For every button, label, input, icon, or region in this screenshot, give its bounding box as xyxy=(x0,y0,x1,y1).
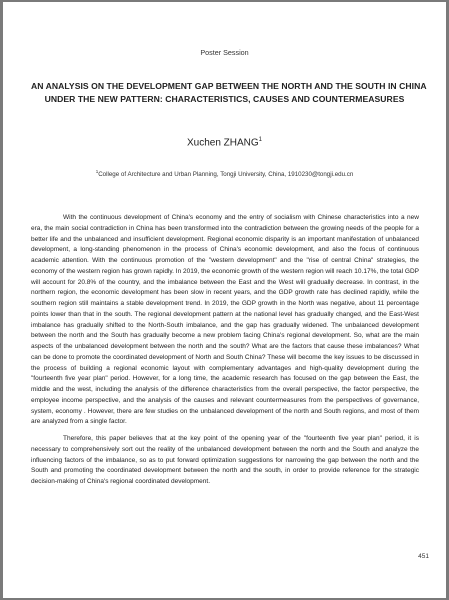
abstract-body xyxy=(31,213,419,488)
affiliation xyxy=(3,169,446,178)
author-mark: 1 xyxy=(258,137,263,143)
affiliation-mark: 1 xyxy=(95,169,99,174)
title-line-1: AN ANALYSIS ON THE DEVELOPMENT GAP BETWEEN THE NORTH AND THE SOUTH IN CHINA xyxy=(31,81,427,91)
page-number: 451 xyxy=(418,553,429,560)
paragraph: Therefore, this paper believes that at the key point of the opening year of the "fourteenth five year plan" period, it is necessary to comprehensively sort out the reality of the unbalanced development between the north and the South and analyze the influencing factors of the imbalance, so as to put forward optimization suggestions for narrowing the gap between the north and the South and promoting the coordinated development between the north and the south, in order to provide reference for the strategic decision-making of China's regional coordinated development. xyxy=(31,435,419,485)
author xyxy=(3,137,446,148)
session-label: Poster Session xyxy=(200,48,249,57)
author-name: Xuchen ZHANG xyxy=(186,137,259,149)
paper-title xyxy=(31,80,427,106)
document-page xyxy=(3,2,446,598)
paragraph: With the continuous development of China's economy and the entry of socialism with Chinese characteristics into a new era, the main social contradiction in China has been transformed into the contradiction between the growing needs of the people for a better life and the unbalanced and insufficient development. Regional economic disparity is an important manifestation of unbalanced development, a long-standing phenomenon in the process of China's economic development, and also the focus of continuous academic attention. With the continuous promotion of the "western development" and the "rise of central China" strategies, the economy of the western region has grown rapidly. In 2019, the economic growth of the western region will reach 10.17%, the total GDP will account for 20.8% of the country, and the imbalance between the East and the West will gradually decrease. In contrast, in the northern region, the economic development has been slow in recent years, and the GDP growth rate has declined rapidly, while the southern region still maintains a stable development trend. In 2019, the GDP growth in the North was negative, about 11 percentage points lower than that in the south. The regional development pattern at the national level has gradually changed, and the East-West imbalance has gradually shifted to the North-South imbalance, and the gap has gradually widened. The unbalanced development between the north and the South has gradually become a new problem facing China's regional development. So, what are the main aspects of the unbalanced development between the north and the south? What are the factors that cause these imbalances? What can be done to promote the coordinated development of North and South China? These will become the key issues to be discussed in the process of building a regional economic layout with complementary advantages and high-quality development during the "fourteenth five year plan" period. However, for a long time, the academic research has focused on the gap between the East, the middle and the west, including the analysis of the difference characteristics from the overall perspective, the factor perspective, the employee income perspective, and the analysis of the causes and relevant countermeasures from the perspectives of governance, system, economy . However, there are few studies on the unbalanced development of the north and South regions, and most of them are analyzed from a single factor. xyxy=(31,214,419,426)
affiliation-text: College of Architecture and Urban Planning, Tongji University, China, 1910230@tongji.edu.cn xyxy=(98,171,354,179)
title-line-2: UNDER THE NEW PATTERN: CHARACTERISTICS, CAUSES AND COUNTERMEASURES xyxy=(44,94,405,104)
